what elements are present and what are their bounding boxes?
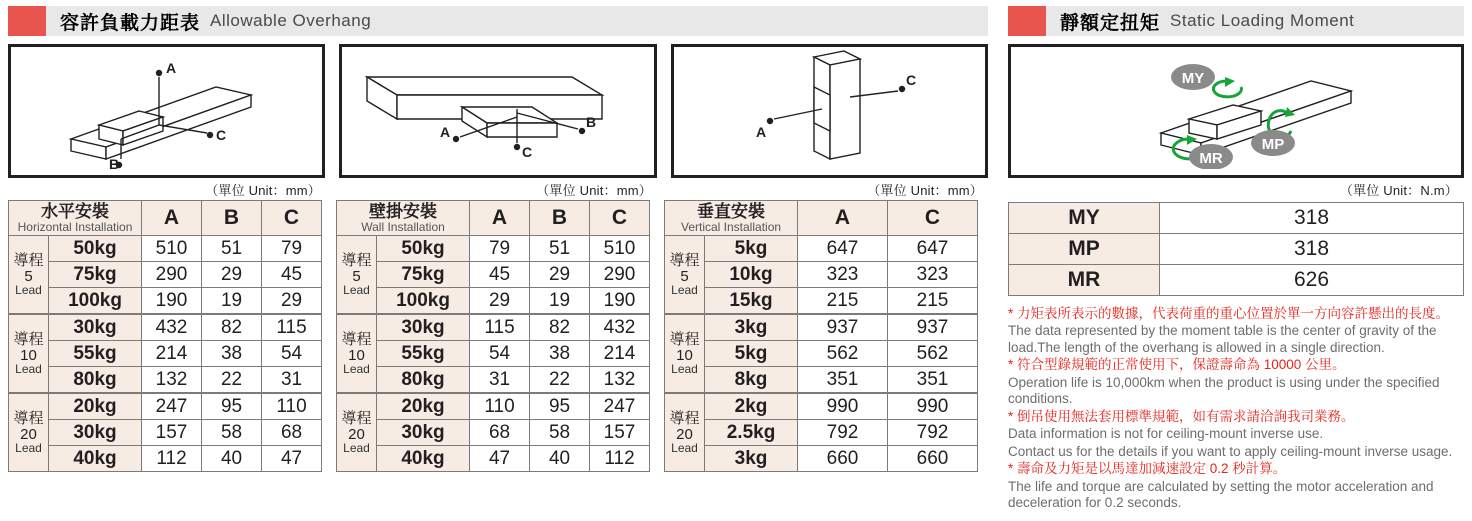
table2-value: 79 — [470, 236, 530, 262]
table-row — [665, 236, 978, 262]
torque-value: 626 — [1160, 265, 1464, 296]
svg-text:MR: MR — [1199, 150, 1223, 167]
table2-load: 20kg — [377, 393, 470, 420]
table2-value: 290 — [590, 262, 650, 288]
table-row — [9, 236, 322, 262]
table2-load: 30kg — [377, 314, 470, 341]
overhang-tables — [8, 200, 988, 472]
table-row — [337, 262, 650, 288]
table-row — [9, 341, 322, 367]
table3-col-a: A — [798, 201, 888, 236]
table1-value: 112 — [142, 446, 202, 472]
table2-value: 190 — [590, 288, 650, 315]
left-title-en: Allowable Overhang — [210, 11, 372, 30]
table-row — [665, 201, 978, 236]
table2-value: 54 — [470, 341, 530, 367]
table2-col-c: C — [590, 201, 650, 236]
table2-value: 247 — [590, 393, 650, 420]
table1-load: 80kg — [49, 367, 142, 394]
table1-value: 290 — [142, 262, 202, 288]
table2-value: 132 — [590, 367, 650, 394]
note-line: The life and torque are calculated by setting the motor acceleration and deceleration for 0.2 seconds. — [1008, 478, 1434, 511]
table-row — [337, 367, 650, 394]
table3-value: 660 — [798, 446, 888, 472]
table2-load: 50kg — [377, 236, 470, 262]
table1-value: 110 — [262, 393, 322, 420]
table1-value: 190 — [142, 288, 202, 315]
table3-col-c: C — [888, 201, 978, 236]
table1-load: 20kg — [49, 393, 142, 420]
table-row — [337, 201, 650, 236]
torque-value: 318 — [1160, 203, 1464, 234]
table-row — [665, 367, 978, 394]
table1-value: 82 — [202, 314, 262, 341]
table1-value: 47 — [262, 446, 322, 472]
table2-lead-10: 導程 10 Lead — [337, 314, 377, 393]
table3-value: 323 — [888, 262, 978, 288]
table3-value: 351 — [798, 367, 888, 394]
note-line: Contact us for the details if you want to apply ceiling-mount inverse usage. — [1008, 443, 1453, 459]
table2-load: 75kg — [377, 262, 470, 288]
table3-load: 5kg — [705, 341, 798, 367]
table-vertical-installation — [664, 200, 978, 472]
svg-text:C: C — [216, 127, 227, 143]
table1-load: 50kg — [49, 236, 142, 262]
svg-text:A: A — [166, 60, 177, 76]
table2-load: 100kg — [377, 288, 470, 315]
table-row — [337, 420, 650, 446]
table3-load: 10kg — [705, 262, 798, 288]
svg-text:A: A — [755, 124, 766, 140]
table1-value: 247 — [142, 393, 202, 420]
table1-value: 19 — [202, 288, 262, 315]
table2-value: 82 — [530, 314, 590, 341]
note-line: * 力矩表所表示的數據，代表荷重的重心位置於單一方向容許懸出的長度。 — [1008, 306, 1450, 321]
svg-text:C: C — [522, 144, 533, 160]
table-row — [9, 201, 322, 236]
table2-lead-5: 導程 5 Lead — [337, 236, 377, 315]
table2-value: 214 — [590, 341, 650, 367]
table3-value: 562 — [798, 341, 888, 367]
table3-value: 660 — [888, 446, 978, 472]
table2-col-a: A — [470, 201, 530, 236]
table2-value: 157 — [590, 420, 650, 446]
table-row — [665, 288, 978, 315]
table1-col-b: B — [202, 201, 262, 236]
table2-value: 29 — [530, 262, 590, 288]
static-loading-moment-section — [1008, 6, 1464, 513]
vertical-actuator-illustration — [674, 47, 981, 169]
table3-lead-20: 導程 20 Lead — [665, 393, 705, 472]
left-title-cn: 容許負載力距表 — [60, 12, 201, 34]
table-row — [9, 288, 322, 315]
table-horizontal-installation — [8, 200, 322, 472]
table1-value: 68 — [262, 420, 322, 446]
unit-note-vertical: （單位 Unit：mm） — [867, 183, 983, 198]
moment-axes-illustration — [1011, 47, 1455, 169]
right-header-accent-swatch — [1008, 6, 1046, 36]
left-diagrams — [8, 44, 988, 178]
table-row — [665, 314, 978, 341]
table1-value: 38 — [202, 341, 262, 367]
table-row — [9, 393, 322, 420]
table-row — [9, 420, 322, 446]
table1-value: 29 — [262, 288, 322, 315]
table-wall-installation — [336, 200, 650, 472]
diagram-wall-installation — [339, 44, 656, 178]
table2-value: 38 — [530, 341, 590, 367]
table1-value: 510 — [142, 236, 202, 262]
table1-value: 54 — [262, 341, 322, 367]
diagram-horizontal-installation — [8, 44, 325, 178]
note-line: Data information is not for ceiling-mount inverse use. — [1008, 426, 1324, 442]
table-row — [337, 446, 650, 472]
svg-text:B: B — [109, 156, 120, 169]
torque-key: MP — [1009, 234, 1160, 265]
table3-value: 990 — [888, 393, 978, 420]
table1-value: 432 — [142, 314, 202, 341]
table-row — [337, 393, 650, 420]
left-section-header — [8, 6, 988, 36]
table-row — [665, 393, 978, 420]
note-line: The data represented by the moment table is the center of gravity of the load.The length of the overhang is allowed in a single direction. — [1008, 323, 1437, 355]
table2-value: 510 — [590, 236, 650, 262]
table3-value: 215 — [798, 288, 888, 315]
table3-load: 15kg — [705, 288, 798, 315]
table1-load: 30kg — [49, 420, 142, 446]
table2-header-label: 壁掛安裝 Wall Installation — [337, 201, 470, 236]
table1-value: 95 — [202, 393, 262, 420]
right-title-cn: 靜額定扭矩 — [1060, 12, 1161, 34]
table-row — [337, 341, 650, 367]
table1-value: 214 — [142, 341, 202, 367]
table1-value: 40 — [202, 446, 262, 472]
table1-load: 30kg — [49, 314, 142, 341]
torque-value: 318 — [1160, 234, 1464, 265]
table3-load: 3kg — [705, 446, 798, 472]
table1-value: 51 — [202, 236, 262, 262]
table-row — [665, 341, 978, 367]
table3-value: 562 — [888, 341, 978, 367]
table-row — [337, 314, 650, 341]
table1-load: 40kg — [49, 446, 142, 472]
table-row — [1009, 265, 1464, 296]
table1-load: 75kg — [49, 262, 142, 288]
table2-value: 58 — [530, 420, 590, 446]
table1-lead-20: 導程 20 Lead — [9, 393, 49, 472]
table3-value: 647 — [798, 236, 888, 262]
table2-value: 45 — [470, 262, 530, 288]
left-header-accent-swatch — [8, 6, 46, 36]
note-line: * 壽命及力矩是以馬達加減速設定 0.2 秒計算。 — [1008, 461, 1287, 477]
table3-value: 792 — [888, 420, 978, 446]
table-row — [9, 314, 322, 341]
table2-value: 112 — [590, 446, 650, 472]
table-row — [9, 262, 322, 288]
table2-value: 432 — [590, 314, 650, 341]
table2-value: 95 — [530, 393, 590, 420]
table1-value: 45 — [262, 262, 322, 288]
table3-lead-5: 導程 5 Lead — [665, 236, 705, 315]
right-header-bar — [1046, 6, 1464, 36]
table1-col-a: A — [142, 201, 202, 236]
svg-text:MP: MP — [1261, 136, 1285, 153]
svg-text:C: C — [905, 72, 916, 88]
table3-value: 792 — [798, 420, 888, 446]
table2-value: 22 — [530, 367, 590, 394]
table-row — [1009, 203, 1464, 234]
table2-value: 110 — [470, 393, 530, 420]
table-row — [665, 420, 978, 446]
table-row — [1009, 234, 1464, 265]
table-static-loading-moment — [1008, 202, 1464, 296]
table-row — [665, 446, 978, 472]
table-row — [9, 446, 322, 472]
diagram-vertical-installation — [671, 44, 988, 178]
wall-actuator-illustration — [342, 47, 649, 169]
table3-value: 215 — [888, 288, 978, 315]
table2-lead-20: 導程 20 Lead — [337, 393, 377, 472]
table2-value: 29 — [470, 288, 530, 315]
allowable-overhang-section — [8, 6, 988, 472]
table3-value: 323 — [798, 262, 888, 288]
table2-load: 55kg — [377, 341, 470, 367]
table1-lead-10: 導程 10 Lead — [9, 314, 49, 393]
table1-col-c: C — [262, 201, 322, 236]
right-section-header — [1008, 6, 1464, 36]
table3-value: 937 — [798, 314, 888, 341]
table3-lead-10: 導程 10 Lead — [665, 314, 705, 393]
table2-value: 40 — [530, 446, 590, 472]
table3-value: 351 — [888, 367, 978, 394]
table2-col-b: B — [530, 201, 590, 236]
table-row — [337, 236, 650, 262]
note-line: * 符合型錄規範的正常使用下，保證壽命為 10000 公里。 — [1008, 357, 1346, 373]
table1-load: 100kg — [49, 288, 142, 315]
table3-load: 8kg — [705, 367, 798, 394]
table1-value: 29 — [202, 262, 262, 288]
table2-value: 19 — [530, 288, 590, 315]
table1-value: 58 — [202, 420, 262, 446]
unit-note-torque: （單位 Unit：N.m） — [1339, 183, 1458, 198]
table-row — [337, 288, 650, 315]
table1-value: 157 — [142, 420, 202, 446]
torque-key: MY — [1009, 203, 1160, 234]
table1-value: 31 — [262, 367, 322, 394]
table2-value: 31 — [470, 367, 530, 394]
unit-note-horizontal: （單位 Unit：mm） — [205, 183, 321, 198]
table3-load: 5kg — [705, 236, 798, 262]
unit-note-wall: （單位 Unit：mm） — [536, 183, 652, 198]
table1-header-label: 水平安裝 Horizontal Installation — [9, 201, 142, 236]
svg-text:MY: MY — [1181, 70, 1205, 87]
note-line: * 倒吊使用無法套用標準規範，如有需求請洽詢我司業務。 — [1008, 408, 1355, 424]
svg-text:A: A — [440, 124, 451, 140]
diagram-static-loading-moment — [1008, 44, 1464, 178]
table2-value: 47 — [470, 446, 530, 472]
table3-value: 647 — [888, 236, 978, 262]
table2-value: 115 — [470, 314, 530, 341]
table2-value: 68 — [470, 420, 530, 446]
table-row — [9, 367, 322, 394]
table3-header-label: 垂直安裝 Vertical Installation — [665, 201, 798, 236]
right-title-en: Static Loading Moment — [1170, 11, 1355, 30]
table3-load: 2kg — [705, 393, 798, 420]
left-header-bar — [46, 6, 988, 36]
svg-text:B: B — [586, 114, 597, 130]
table1-value: 115 — [262, 314, 322, 341]
table2-load: 30kg — [377, 420, 470, 446]
table1-load: 55kg — [49, 341, 142, 367]
table-row — [665, 262, 978, 288]
table2-value: 51 — [530, 236, 590, 262]
torque-key: MR — [1009, 265, 1160, 296]
table1-value: 22 — [202, 367, 262, 394]
table3-load: 3kg — [705, 314, 798, 341]
table1-lead-5: 導程 5 Lead — [9, 236, 49, 315]
table1-value: 79 — [262, 236, 322, 262]
table2-load: 80kg — [377, 367, 470, 394]
horizontal-actuator-illustration — [11, 47, 318, 169]
table2-load: 40kg — [377, 446, 470, 472]
table3-value: 990 — [798, 393, 888, 420]
table1-value: 132 — [142, 367, 202, 394]
table3-load: 2.5kg — [705, 420, 798, 446]
note-line: Operation life is 10,000km when the product is using under the specified conditions. — [1008, 374, 1440, 407]
notes-list — [1008, 306, 1464, 512]
table3-value: 937 — [888, 314, 978, 341]
